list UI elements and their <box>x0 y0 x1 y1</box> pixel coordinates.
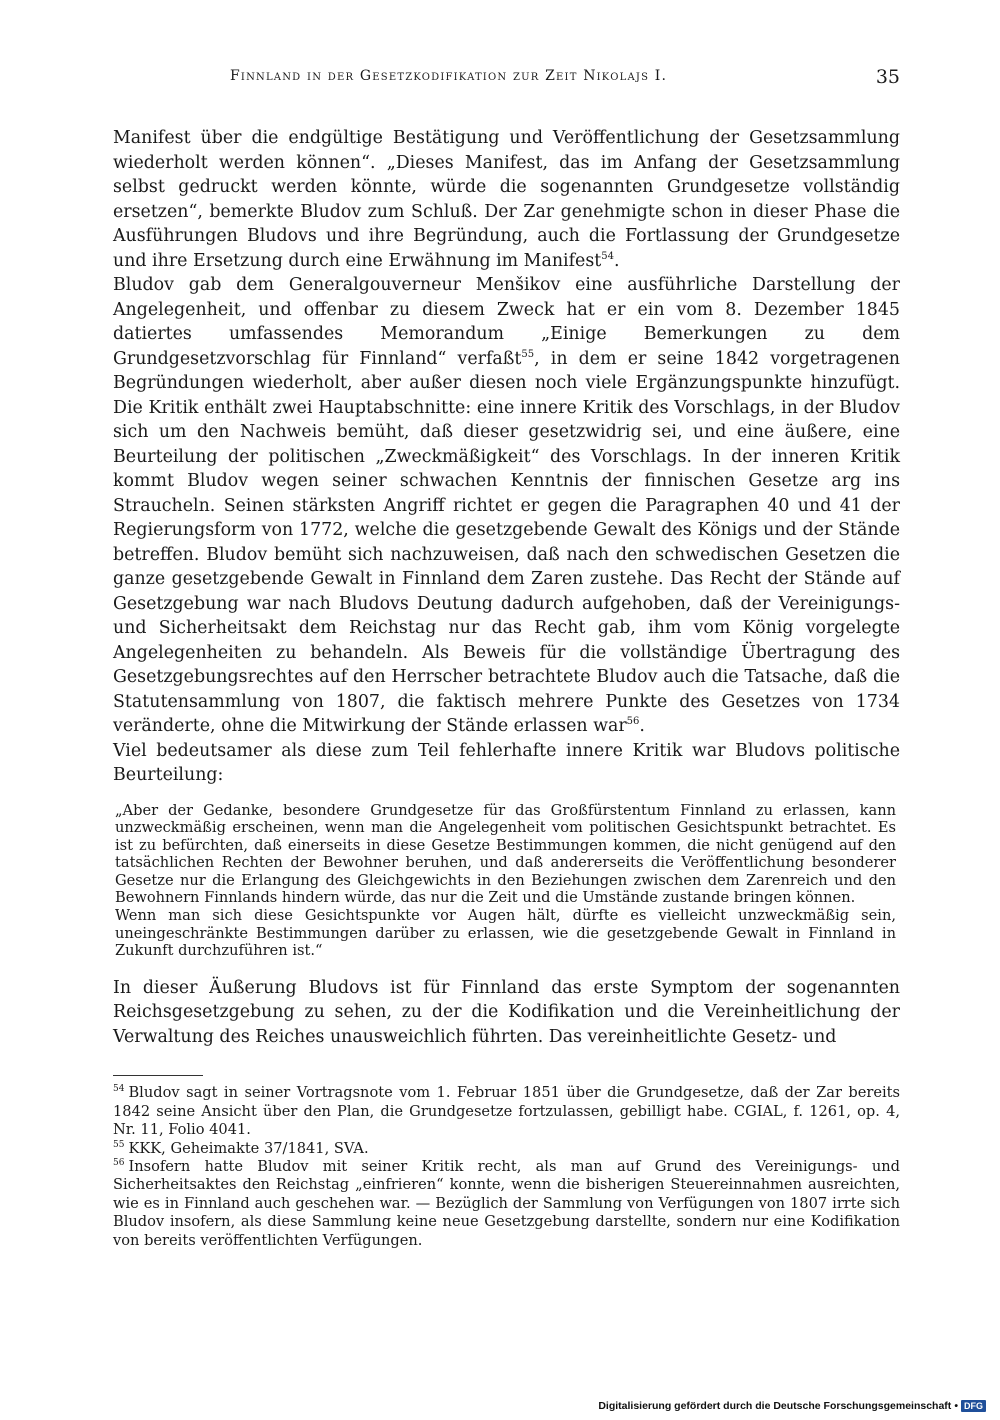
footnote-text: Insofern hatte Bludov mit seiner Kritik recht, als man auf Grund des Vereinigungs- und Sicherheitsaktes den Reichstag „einfrieren“ konnte, wenn die bisherigen Steuereinnahmen ausreichten, wie es in Finnland auch geschehen war. — Bezüglich der Sammlung von Verfügungen von 1807 irrte sich Bludov insofern, als diese Sammlung keine neue Gesetzgebung darstellte, sondern nur eine Kodifikation von bereits veröffentlichten Verfügungen. <box>113 1157 900 1249</box>
footnote-ref-54: 54 <box>601 250 614 262</box>
banner-separator: • <box>954 1400 958 1412</box>
quote-part-2: Wenn man sich diese Gesichtspunkte vor Augen hält, dürfte es vielleicht unzweckmäßig sein, uneingeschränkte Bestimmungen darüber zu erlassen, wie die gesetzgebende Gewalt in Finnland in Zukunft durchzuführen ist.“ <box>115 907 896 960</box>
footnote-number: 55 <box>113 1139 125 1150</box>
footnote-text: KKK, Geheimakte 37/1841, SVA. <box>128 1139 369 1157</box>
footnote-55 <box>113 1140 900 1158</box>
footnote-ref-56: 56 <box>626 716 640 728</box>
body-text <box>113 126 900 788</box>
block-quote <box>113 802 900 960</box>
paragraph-3: Viel bedeutsamer als diese zum Teil fehlerhafte innere Kritik war Bludovs politische Beurteilung: <box>113 740 900 785</box>
page-header <box>113 60 900 100</box>
digitization-banner <box>598 1400 986 1412</box>
paragraph-1-text: Manifest über die endgültige Bestätigung und Veröffentlichung der Gesetzsammlung wiederholt werden können“. „Dieses Manifest, das im Anfang der Gesetzsammlung selbst gedruckt werden könnte, würde die sogenannten Grundgesetze vollständig ersetzen“, bemerkte Bludov zum Schluß. Der Zar genehmigte schon in dieser Phase die Ausführungen Bludovs und ihre Begründung, auch die Fortlassung der Grundgesetze und ihre Ersetzung durch eine Erwähnung im Manifest <box>113 128 900 271</box>
paragraph-2-text-a: Bludov gab dem Generalgouverneur Menšikov eine ausführliche Darstellung der Angelegenheit, und offenbar zu diesem Zweck hat er ein vom 8. Dezember 1845 datiertes umfassendes Memorandum „Einige Bemerkungen zu dem Grundgesetzvorschlag für Finnland“ verfaßt <box>113 275 900 369</box>
paragraph-2-end: . <box>639 716 645 736</box>
dfg-logo-icon: DFG <box>961 1400 986 1412</box>
footnote-number: 54 <box>113 1084 125 1095</box>
footnote-text: Bludov sagt in seiner Vortragsnote vom 1. Februar 1851 über die Grundgesetze, daß der Zar bereits 1842 seine Ansicht über den Plan, die Grundgesetze fortzulassen, gebilligt habe. CGIAL, f. 1261, op. 4, Nr. 11, Folio 4041. <box>113 1084 900 1139</box>
page <box>113 60 900 1250</box>
banner-text: Digitalisierung gefördert durch die Deutsche Forschungsgemeinschaft <box>598 1400 952 1412</box>
footnote-56 <box>113 1158 900 1250</box>
paragraph-4: In dieser Äußerung Bludovs ist für Finnland das erste Symptom der sogenannten Reichsgesetzgebung zu sehen, zu der die Kodifikation und die Vereinheitlichung der Verwaltung des Reiches unausweichlich führten. Das vereinheitlichte Gesetz- und <box>113 977 900 1047</box>
footnotes <box>113 1084 900 1250</box>
footnote-divider <box>113 1075 203 1076</box>
running-title: Finnland in der Gesetzkodifikation zur Zeit Nikolajs I. <box>230 68 668 84</box>
paragraph-1 <box>113 126 900 273</box>
paragraph-2-text-b: , in dem er seine 1842 vorgetragenen Begründungen wiederholt, aber außer diesen noch viele Ergänzungspunkte hinzufügt. Die Kritik enthält zwei Hauptabschnitte: eine innere Kritik des Vorschlags, in der Bludov sich um den Nachweis bemüht, daß dieser gesetzwidrig sei, und eine äußere, eine Beurteilung der politischen „Zweckmäßigkeit“ des Vorschlags. In der inneren Kritik kommt Bludov wegen seiner schwachen Kenntnis der finnischen Gesetze arg ins Straucheln. Seinen stärksten Angriff richtet er gegen die Paragraphen 40 und 41 der Regierungsform von 1772, welche die gesetzgebende Gewalt des Königs und der Stände betreffen. Bludov bemüht sich nachzuweisen, daß nach den schwedischen Gesetzen die ganze gesetzgebende Gewalt in Finnland dem Zaren zustehe. Das Recht der Stände auf Gesetzgebung war nach Bludovs Deutung dadurch aufgehoben, daß der Vereinigungs- und Sicherheitsakt dem Reichstag nur das Recht gab, ihm vom König vorgelegte Angelegenheiten zu behandeln. Als Beweis für die vollständige Übertragung des Gesetzgebungsrechtes auf den Herrscher betrachtete Bludov auch die Tatsache, daß die Statutensammlung von 1807, die faktisch mehrere Punkte des Gesetzes von 1734 veränderte, ohne die Mitwirkung der Stände erlassen war <box>113 348 901 736</box>
footnote-ref-55: 55 <box>521 348 535 360</box>
paragraph-2 <box>113 273 900 739</box>
quote-part-1: „Aber der Gedanke, besondere Grundgesetze für das Großfürstentum Finnland zu erlassen, kann unzweckmäßig erscheinen, wenn man die Angelegenheit vom politischen Gesichtspunkt betrachtet. Es ist zu befürchten, daß einerseits in diese Gesetze Bestimmungen kommen, die nicht genügend auf den tatsächlichen Rechten der Bewohner beruhen, und daß andererseits die Veröffentlichung besonderer Gesetze nur die Erlangung des Gleichgewichts in den Beziehungen zwischen dem Zarenreich und den Bewohnern Finnlands hindern würde, das nur die Zeit und die Umstände zustande bringen können. <box>115 801 896 907</box>
page-number: 35 <box>875 66 900 88</box>
footnote-number: 56 <box>113 1158 125 1169</box>
paragraph-1-end: . <box>614 250 620 271</box>
footnote-54 <box>113 1084 900 1139</box>
